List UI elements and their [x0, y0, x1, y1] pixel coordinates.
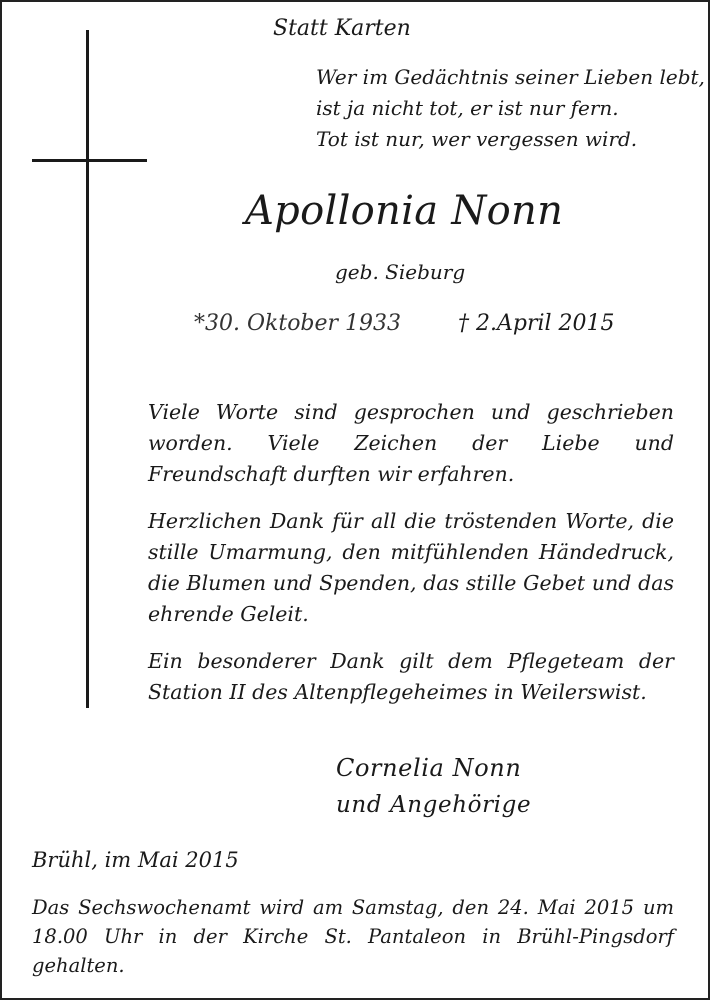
cross-vertical-bar — [86, 30, 89, 708]
death-date: † 2.April 2015 — [458, 311, 615, 336]
thanks-paragraph: Herzlichen Dank für all die tröstenden Worte, die stille Umarmung, den mitfühlenden Händedruck, die Blumen und Spenden, das stille Gebet und das ehrende Geleit. — [148, 509, 674, 626]
statt-karten-label: Statt Karten — [273, 16, 411, 41]
service-notice: Das Sechswochenamt wird am Samstag, den 24. Mai 2015 um 18.00 Uhr in der Kirche St. Pantaleon in Brühl-Pingsdorf gehalten. — [32, 896, 674, 977]
thanks-paragraph: Ein besonderer Dank gilt dem Pflegeteam der Station II des Altenpflegeheimes in Weilerswist. — [148, 649, 674, 704]
quote-line: Tot ist nur, wer vergessen wird. — [316, 127, 638, 151]
deceased-name: Apollonia Nonn — [245, 188, 564, 234]
thanks-paragraph: Viele Worte sind gesprochen und geschrieben worden. Viele Zeichen der Liebe und Freundschaft durften wir erfahren. — [148, 400, 674, 486]
quote-line: ist ja nicht tot, er ist nur fern. — [316, 96, 619, 120]
signature-name: Cornelia Nonn — [336, 754, 522, 782]
quote-line: Wer im Gedächtnis seiner Lieben lebt, — [316, 65, 705, 89]
cross-horizontal-bar — [32, 159, 147, 162]
signature-relatives: und Angehörige — [336, 792, 532, 818]
birth-date: *30. Oktober 1933 — [194, 311, 402, 336]
maiden-name: geb. Sieburg — [335, 260, 466, 284]
place-date: Brühl, im Mai 2015 — [32, 848, 239, 872]
memorial-quote — [316, 62, 705, 155]
